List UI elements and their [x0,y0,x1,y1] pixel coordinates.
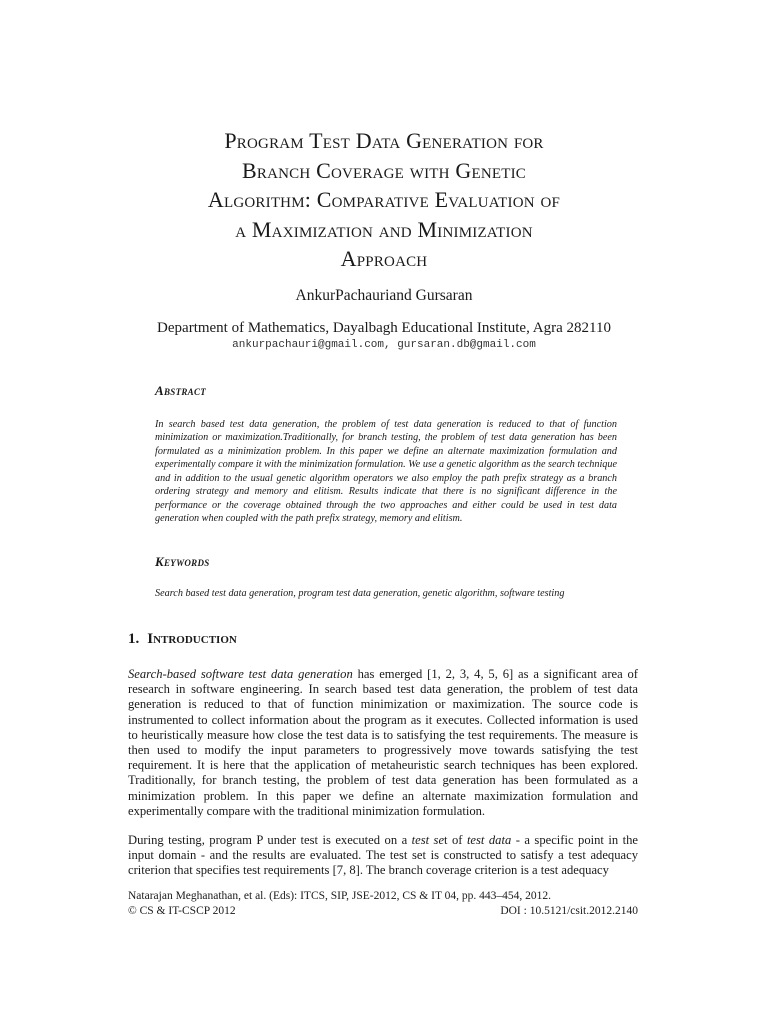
footer-citation: Natarajan Meghanathan, et al. (Eds): ITCS, SIP, JSE-2012, CS & IT 04, pp. 443–454, 2012. [128,890,552,902]
page-footer [128,889,638,918]
footer-copyright: © CS & IT-CSCP 2012 [128,904,236,917]
footer-doi: DOI : 10.5121/csit.2012.2140 [500,904,638,917]
paper-title [0,126,768,274]
author-emails: ankurpachauri@gmail.com, gursaran.db@gmail.com [232,339,536,351]
section-heading-introduction [128,631,237,648]
title-line: a Maximization and Minimization [235,216,533,242]
title-line: Branch Coverage with Genetic [242,157,526,183]
term-test-set: test se [411,833,445,847]
section-number: 1. [128,631,140,647]
intro-lead-term: Search-based software test data generation [128,667,353,681]
title-line: Program Test Data Generation for [224,128,544,153]
keywords-heading: Keywords [155,554,210,569]
title-line: Algorithm: Comparative Evaluation of [207,187,561,212]
footer-row [128,904,638,919]
intro-paragraph-2 [128,833,638,879]
section-title: Introduction [147,631,237,647]
term-test-data: test data [466,833,512,847]
intro-p2-text-a: During testing, program P under test is executed on a [128,833,412,847]
title-line: Approach [340,246,428,271]
abstract-heading: Abstract [155,383,207,398]
intro-p2-text-b: t of [444,833,467,847]
intro-paragraph-1 [128,667,638,819]
keywords-text: Search based test data generation, program test data generation, genetic algorithm, software testing [155,588,565,599]
intro-p2-text-c: - a specific point in the input domain - and the results are evaluated. The test set is constructed to satisfy a test adequacy criterion that specifies test requirements [7, 8]. The branch coverage criterion is a test adequacy [128,833,638,878]
intro-p1-text: has emerged [1, 2, 3, 4, 5, 6] as a significant area of research in software engineering. In search based test data generation, the problem of test data generation is reduced to that of function minimization or maximization. The source code is instrumented to collect information about the program as it executes. Collected information is used to heuristically measure how close the test data is to satisfying the test requirements. The measure is then used to modify the input parameters to progressively move towards satisfying the test requirement. It is here that the application of metaheuristic search techniques has been explored. Traditionally, for branch testing, the problem of test data generation has been formulated as a minimization problem. In this paper we define an alternate maximization formulation and experimentally compare with the traditional minimization formulation. [128,667,639,818]
abstract-text: In search based test data generation, the problem of test data generation is reduced to that of function minimization or maximization.Traditionally, for branch testing, the problem of test data generation has been formulated as a minimization problem. In this paper we define an alternate maximization formulation and experimentally compare it with the minimization formulation. We use a genetic algorithm as the search technique and in addition to the usual genetic algorithm operators we also employ the path prefix strategy as a branch ordering strategy and memory and elitism. Results indicate that there is no significant difference in the performance or the coverage obtained through the two approaches and either could be used in test data generation when coupled with the path prefix strategy, memory and elitism. [155,419,617,525]
authors: AnkurPachauriand Gursaran [295,287,473,304]
affiliation: Department of Mathematics, Dayalbagh Educational Institute, Agra 282110 [157,320,611,336]
